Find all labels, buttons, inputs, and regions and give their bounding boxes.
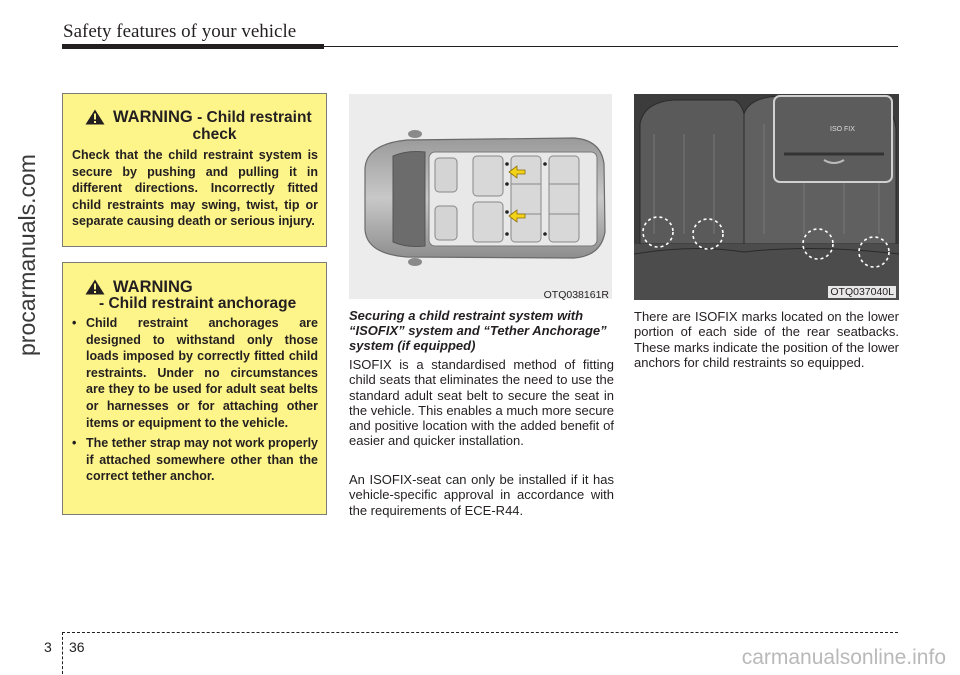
footer-rule (62, 632, 898, 633)
list-item (72, 435, 318, 485)
bullet-text: Child restraint anchorages are designed to withstand only those loads imposed by correctly fitted child restraints. Under no circumstances are they to be used for adult seat belts or harnesses or for attaching other items or equipment to the vehicle. (86, 316, 318, 430)
bullet-symbol: • (72, 436, 77, 451)
warning-triangle-icon (85, 279, 105, 295)
bullet-symbol: • (72, 316, 77, 330)
warning-box-child-restraint-anchorage (62, 262, 327, 515)
isofix-heading: Securing a child restraint system with “ISOFIX” system and “Tether Anchorage” system (if equipped) (349, 308, 607, 353)
warning-triangle-icon (85, 109, 105, 125)
warning-bullet-list (72, 315, 318, 489)
footer-divider (62, 632, 63, 674)
bullet-text: The tether strap may not work properly if attached somewhere other than the correct tether anchor. (86, 436, 318, 484)
car-top-view-figure (349, 94, 612, 299)
chapter-number: 3 (44, 639, 52, 655)
bottom-watermark: carmanualsonline.info (741, 646, 946, 669)
section-title: Safety features of your vehicle (63, 21, 297, 42)
rear-seat-illustration (634, 94, 899, 300)
isofix-paragraph-2: An ISOFIX-seat can only be installed if it has vehicle-specific approval in accordance with the requirements of ECE-R44. (349, 472, 614, 518)
page-number: 36 (69, 639, 85, 655)
list-item (72, 315, 318, 431)
warning-label: WARNING (113, 108, 193, 126)
figure-code: OTQ037040L (830, 286, 894, 298)
car-top-view-illustration (349, 94, 612, 299)
warning-heading (113, 108, 312, 127)
side-watermark: procarmanuals.com (14, 154, 40, 356)
warning-box-child-restraint-check (62, 93, 327, 247)
warning-label: WARNING (113, 278, 193, 296)
isofix-paragraph-1: ISOFIX is a standardised method of fitting child seats that eliminates the need to use the standard adult seat belt to secure the seat in the vehicle. This enables a much more secure and positive location with the added benefit of easier and quicker installation. (349, 357, 614, 449)
isofix-tag: ISO FIX (830, 126, 855, 133)
warning-title-line2: check (192, 126, 237, 143)
isofix-paragraph-3: There are ISOFIX marks located on the lower portion of each side of the rear seatbacks. These marks indicate the position of the lower anchors for child restraints so equipped. (634, 309, 899, 370)
warning-title: - Child restraint anchorage (99, 295, 297, 312)
rear-seat-photo (634, 94, 899, 300)
warning-title-line1: - Child restraint (197, 109, 312, 126)
figure-code: OTQ038161R (543, 289, 609, 301)
warning-body: Check that the child restraint system is secure by pushing and pulling it in different directions. Incorrectly fitted child restraints may swing, twist, tip or separate causing death or serious injury. (72, 148, 318, 229)
header-bar (62, 44, 324, 49)
